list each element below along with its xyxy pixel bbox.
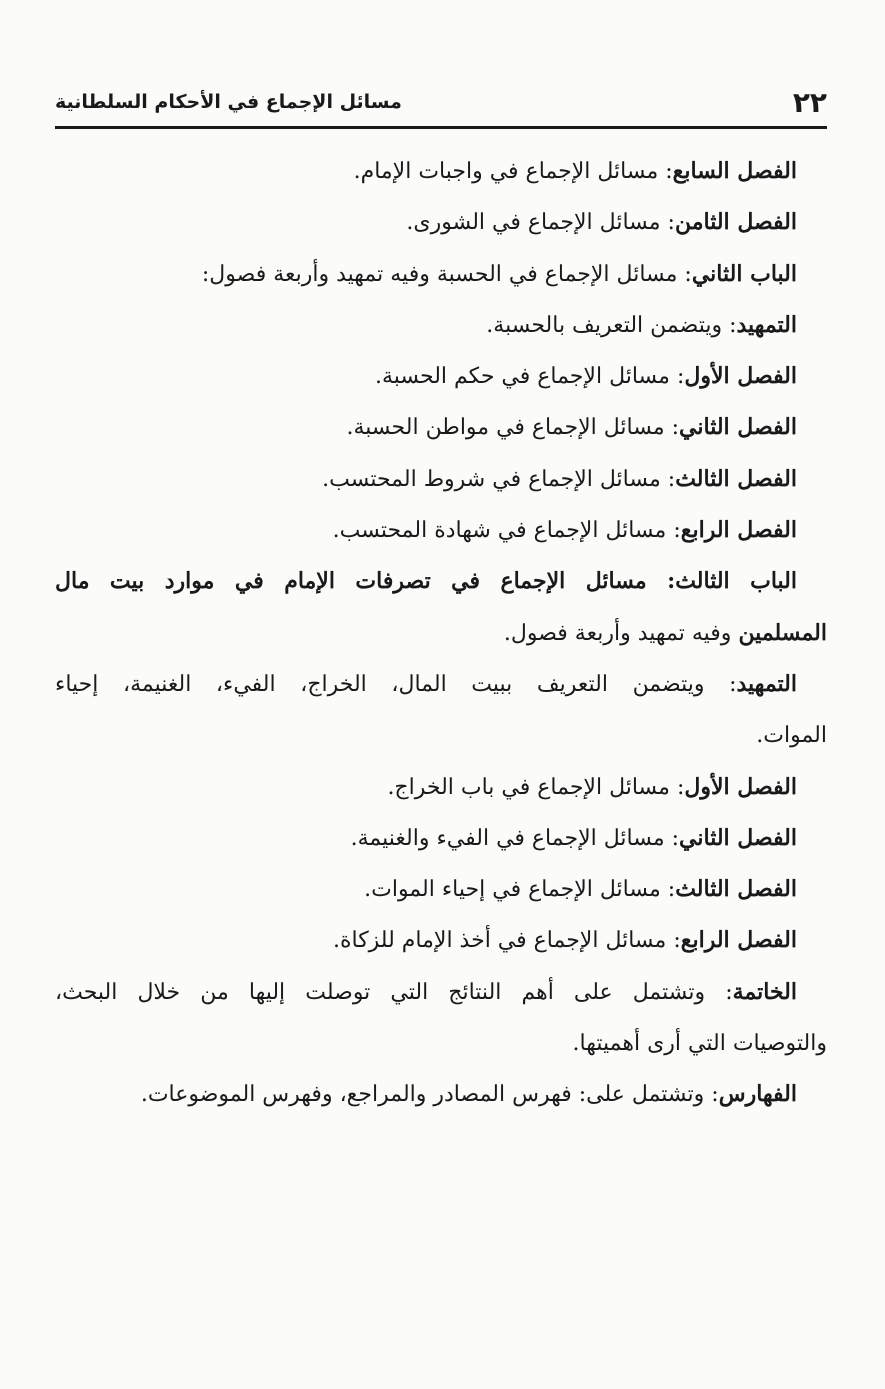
toc-label: الفصل الثاني bbox=[679, 824, 797, 851]
toc-line bbox=[55, 659, 827, 710]
toc-text: وفيه تمهيد وأربعة فصول. bbox=[503, 620, 732, 646]
toc-line bbox=[55, 197, 827, 248]
toc-label: الفصل الأول bbox=[684, 773, 797, 800]
toc-line bbox=[55, 505, 827, 556]
toc-text: : مسائل الإجماع في تصرفات الإمام في موارد بيت مال bbox=[55, 568, 676, 595]
toc-text: : مسائل الإجماع في شهادة المحتسب. bbox=[332, 518, 681, 544]
toc-label: الفصل الثالث bbox=[675, 876, 797, 903]
toc-line bbox=[55, 454, 827, 505]
toc-text: : وتشتمل على: فهرس المصادر والمراجع، وفهرس الموضوعات. bbox=[140, 1082, 719, 1108]
toc-line bbox=[55, 351, 827, 402]
toc-line bbox=[55, 864, 827, 915]
toc-line bbox=[55, 762, 827, 813]
toc-text: : مسائل الإجماع في حكم الحسبة. bbox=[374, 364, 685, 390]
toc-text: : ويتضمن التعريف ببيت المال، الخراج، الفيء، الغنيمة، إحياء bbox=[55, 671, 737, 697]
toc-line bbox=[55, 300, 827, 351]
toc-line bbox=[55, 1018, 827, 1069]
toc-label: الفصل الرابع bbox=[680, 927, 797, 954]
toc-label: التمهيد bbox=[736, 670, 797, 697]
toc-text: : مسائل الإجماع في الفيء والغنيمة. bbox=[350, 825, 680, 851]
toc-line bbox=[55, 146, 827, 197]
toc-text: : مسائل الإجماع في باب الخراج. bbox=[387, 774, 685, 800]
toc-text: : مسائل الإجماع في إحياء الموات. bbox=[364, 877, 676, 903]
toc-line bbox=[55, 813, 827, 864]
toc-text: : ويتضمن التعريف بالحسبة. bbox=[486, 312, 737, 338]
toc-label: الفصل الثامن bbox=[674, 209, 797, 236]
toc-label: الباب الثاني bbox=[691, 260, 797, 287]
toc-text: : مسائل الإجماع في أخذ الإمام للزكاة. bbox=[332, 928, 681, 954]
toc-text: والتوصيات التي أرى أهميتها. bbox=[572, 1031, 827, 1057]
header-rule bbox=[55, 126, 827, 129]
toc-text: الموات. bbox=[756, 723, 827, 749]
toc-line bbox=[55, 402, 827, 453]
page-number: ٢٢ bbox=[792, 85, 827, 119]
toc-text: : مسائل الإجماع في مواطن الحسبة. bbox=[346, 415, 680, 441]
toc-line bbox=[55, 249, 827, 300]
toc-text: : وتشتمل على أهم النتائج التي توصلت إليها من خلال البحث، bbox=[55, 979, 733, 1005]
toc-line bbox=[55, 1069, 827, 1120]
toc-label: المسلمين bbox=[738, 619, 827, 646]
toc-label: الفصل الرابع bbox=[680, 517, 797, 544]
toc-text: : مسائل الإجماع في واجبات الإمام. bbox=[353, 159, 673, 184]
toc-text: : مسائل الإجماع في الحسبة وفيه تمهيد وأربعة فصول: bbox=[201, 261, 692, 287]
running-title: مسائل الإجماع في الأحكام السلطانية bbox=[55, 91, 402, 113]
toc-label: الفصل الثاني bbox=[679, 414, 797, 441]
toc-text: : مسائل الإجماع في الشورى. bbox=[406, 210, 675, 236]
toc-line bbox=[55, 967, 827, 1018]
toc-line bbox=[55, 915, 827, 966]
toc-label: الخاتمة bbox=[732, 978, 797, 1005]
toc-line bbox=[55, 556, 827, 607]
toc-text: : مسائل الإجماع في شروط المحتسب. bbox=[322, 466, 676, 492]
table-of-contents-body bbox=[55, 146, 827, 1121]
page-header bbox=[55, 78, 827, 126]
toc-label: الفصل الأول bbox=[684, 363, 797, 390]
toc-label: الفهارس bbox=[718, 1081, 797, 1108]
toc-line bbox=[55, 710, 827, 761]
toc-line bbox=[55, 608, 827, 659]
toc-label: التمهيد bbox=[736, 311, 797, 338]
toc-label: الفصل الثالث bbox=[675, 465, 797, 492]
toc-label: الباب الثالث bbox=[675, 568, 797, 595]
toc-label: الفصل السابع bbox=[672, 158, 797, 184]
